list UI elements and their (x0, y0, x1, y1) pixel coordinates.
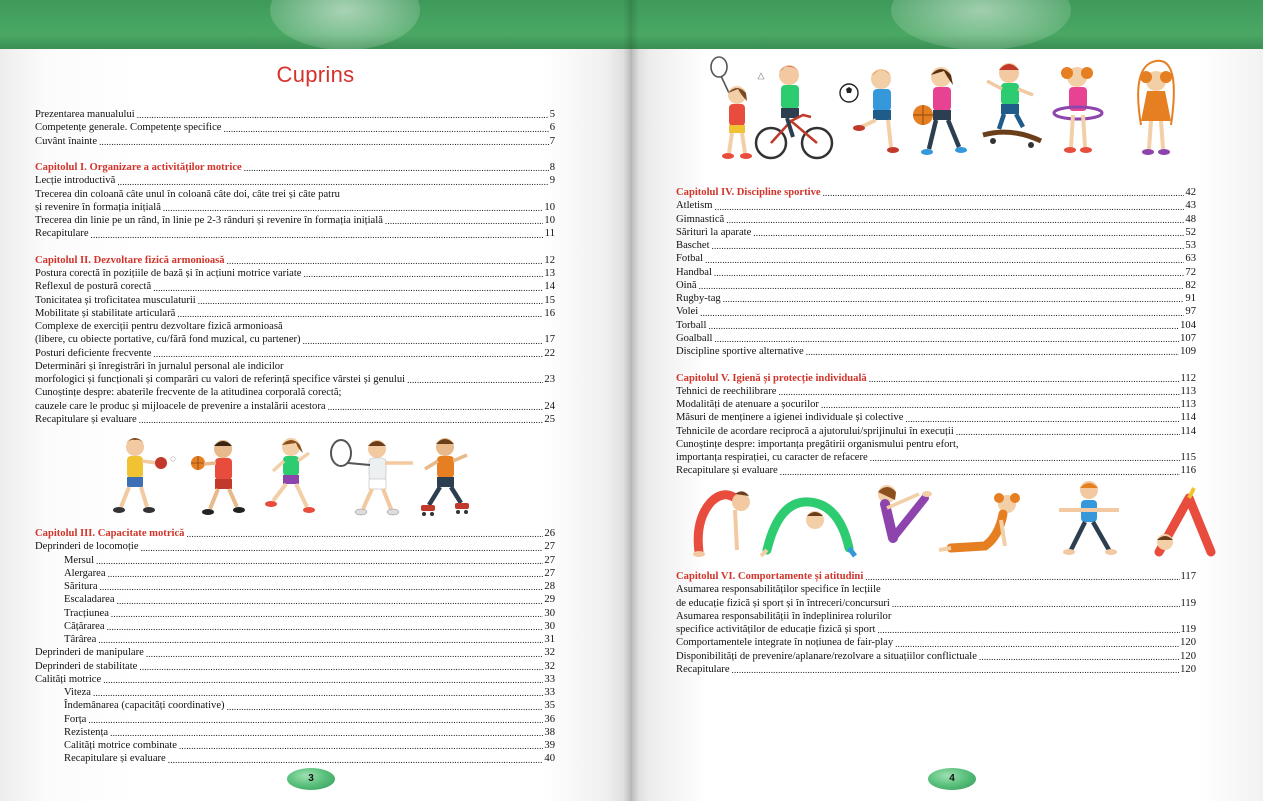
toc-entry-title: Calități motrice combinate (64, 740, 177, 751)
toc-dot-leader (100, 580, 544, 593)
toc-dot-leader (139, 660, 543, 673)
toc-page-number: 115 (1180, 452, 1196, 463)
header-band (0, 0, 631, 49)
toc-dot-leader (227, 254, 544, 267)
toc-entry-title: Competențe generale. Competențe specifice (35, 122, 222, 134)
toc-entry-title: Capitolul VI. Comportamente și atitudini (676, 571, 864, 582)
toc-entry[interactable] (35, 633, 555, 646)
hula-hoop-girl-icon (1054, 67, 1102, 153)
toc-section (676, 570, 1196, 676)
toc-dot-leader (107, 620, 544, 633)
toc-page-number: 38 (544, 726, 555, 738)
sports-kids-illustration (95, 433, 480, 521)
toc-page-number: 24 (544, 400, 555, 412)
toc-entry-title: Deprinderi de locomoție (35, 541, 139, 553)
toc-entry-title: Atletism (676, 200, 713, 212)
toc-entry[interactable] (35, 307, 555, 320)
toc-entry[interactable] (676, 451, 1196, 464)
toc-entry[interactable] (35, 227, 555, 240)
page-title: Cuprins (276, 62, 355, 87)
toc-dot-leader (870, 451, 1180, 464)
cobra-pose-girl-icon (939, 493, 1020, 550)
toc-entry-title: Posturi deficiente frecvente (35, 347, 152, 359)
toc-entry-title: Tehnicile de acordare reciprocă a ajutorului/sprijinului în execuții (676, 425, 954, 437)
toc-entry[interactable] (35, 567, 555, 580)
toc-page-number: 8 (549, 162, 555, 173)
toc-dot-leader (821, 398, 1180, 411)
toc-entry-title: Reflexul de postură corectă (35, 281, 152, 293)
skateboard-boy-icon (983, 63, 1041, 148)
toc-page-number: 120 (1180, 637, 1196, 649)
toc-dot-leader (905, 411, 1179, 424)
toc-entry[interactable] (35, 360, 555, 373)
toc-dot-leader (96, 554, 543, 567)
toc-page-number: 43 (1185, 200, 1196, 212)
toc-entry-title: Capitolul V. Igienă și protecție individuală (676, 372, 867, 384)
toc-page-number: 114 (1180, 425, 1196, 437)
toc-entry[interactable] (35, 713, 555, 726)
toc-entry[interactable] (35, 214, 555, 227)
toc-page-number: 29 (544, 594, 555, 606)
toc-page-number: 82 (1185, 279, 1196, 291)
toc-entry[interactable] (676, 385, 1196, 398)
toc-page-number: 12 (544, 254, 555, 266)
toc-dot-leader (708, 319, 1179, 332)
toc-entry-title: Disponibilități de prevenire/aplanare/rezolvare a situațiilor conflictuale (676, 650, 977, 662)
toc-dot-leader (177, 307, 543, 320)
toc-entry[interactable] (35, 174, 555, 187)
toc-dot-leader (303, 333, 544, 346)
toc-entry[interactable] (676, 199, 1196, 212)
toc-entry[interactable] (676, 398, 1196, 411)
toc-entry[interactable] (676, 583, 1196, 596)
toc-page-number: 16 (544, 307, 555, 319)
toc-entry-title: Fotbal (676, 253, 704, 265)
toc-chapter-entry[interactable] (35, 161, 555, 174)
toc-entry-title: Trecerea din coloană câte unul în coloană câte doi, câte trei și câte patru (35, 188, 340, 200)
toc-entry[interactable] (676, 425, 1196, 438)
toc-entry-title: Deprinderi de manipulare (35, 647, 144, 659)
toc-entry[interactable] (676, 266, 1196, 279)
toc-dot-leader (186, 527, 543, 540)
toc-page-number: 14 (544, 281, 555, 293)
toc-entry-title: și revenire în formația inițială (35, 201, 161, 213)
toc-spacer (35, 148, 555, 161)
toc-entry-title: Postura corectă în pozițiile de bază și în acțiuni motrice variate (35, 268, 302, 279)
toc-chapter-entry[interactable] (676, 186, 1196, 199)
right-page (631, 0, 1263, 801)
toc-page-number: 25 (544, 413, 555, 425)
toc-page-number: 113 (1180, 399, 1196, 410)
toc-entry[interactable] (676, 650, 1196, 663)
toc-page-number: 63 (1185, 253, 1196, 265)
toc-entry[interactable] (35, 540, 555, 553)
toc-entry-title: Handbal (676, 266, 712, 278)
football-kid-icon (840, 69, 899, 153)
toc-entry[interactable] (676, 623, 1196, 636)
toc-entry-title: Calități motrice (35, 673, 102, 685)
warrior-pose-boy-icon (1059, 481, 1119, 555)
toc-entry-title: Tonicitatea și troficitatea musculaturii (35, 294, 196, 306)
toc-entry[interactable] (35, 620, 555, 633)
toc-dot-leader (304, 267, 544, 280)
toc-entry-title: Goalball (676, 332, 713, 344)
toc-entry-title: Alergarea (64, 567, 106, 579)
tennis-kid-icon (331, 440, 413, 515)
toc-entry-title: (libere, cu obiecte portative, cu/fără fond muzical, cu partener) (35, 334, 301, 346)
toc-entry[interactable] (35, 593, 555, 606)
toc-page-number: 35 (544, 700, 555, 712)
wheel-pose-kid-icon (761, 502, 855, 556)
toc-page-number: 116 (1180, 465, 1196, 477)
toc-dot-leader (780, 464, 1180, 477)
toc-entry[interactable] (35, 660, 555, 673)
toc-dot-leader (753, 226, 1184, 239)
toc-entry-title: Recapitulare (35, 228, 89, 240)
toc-spacer (35, 241, 555, 254)
toc-entry-title: Mobilitate și stabilitate articulară (35, 307, 176, 319)
toc-entry-title: Gimnastică (676, 213, 725, 225)
toc-entry[interactable] (676, 610, 1196, 623)
toc-entry-title: Cunoștințe despre: importanța pregătirii organismului pentru efort, (676, 438, 959, 450)
left-page (0, 0, 631, 801)
toc-entry[interactable] (35, 646, 555, 659)
toc-dot-leader (892, 597, 1180, 610)
toc-entry[interactable] (35, 752, 555, 765)
toc-entry-title: Escaladarea (64, 594, 115, 606)
header-band (631, 0, 1263, 49)
toc-entry[interactable] (35, 726, 555, 739)
toc-entry-title: Volei (676, 306, 699, 318)
toc-dot-leader (714, 332, 1179, 345)
toc-entry[interactable] (676, 438, 1196, 451)
toc-page-number: 39 (544, 740, 555, 751)
toc-dot-leader (244, 161, 549, 174)
toc-page-number: 22 (544, 347, 555, 359)
basketball-kid-icon (191, 440, 245, 515)
basketball-girl-icon (913, 67, 967, 155)
toc-dot-leader (179, 739, 543, 752)
toc-entry[interactable] (35, 580, 555, 593)
toc-entry[interactable] (35, 320, 555, 333)
toc-dot-leader (877, 623, 1179, 636)
toc-entry[interactable] (676, 636, 1196, 649)
toc-dot-leader (407, 373, 543, 386)
toc-page-number: 10 (544, 201, 555, 213)
toc-dot-leader (699, 279, 1185, 292)
toc-entry-title: Viteza (64, 687, 92, 698)
toc-page-number: 31 (544, 634, 555, 645)
toc-dot-leader (91, 227, 544, 240)
toc-page-number: 109 (1180, 346, 1196, 357)
toc-entry-title: importanța respirației, cu caracter de refacere (676, 452, 868, 463)
toc-entry[interactable] (35, 201, 555, 214)
toc-page-number: 72 (1185, 266, 1196, 278)
toc-page-number: 52 (1185, 226, 1196, 238)
toc-dot-leader (732, 663, 1180, 676)
toc-page-number: 91 (1185, 293, 1196, 304)
toc-entry-title: Capitolul I. Organizare a activităților motrice (35, 162, 242, 173)
toc-entry[interactable] (676, 319, 1196, 332)
toc-page-number: 119 (1180, 597, 1196, 609)
toc-dot-leader (99, 135, 549, 148)
toc-page-number: 112 (1180, 372, 1196, 384)
toc-entry[interactable] (35, 554, 555, 567)
yoga-kids-illustration (689, 480, 1219, 560)
toc-page-number: 15 (544, 294, 555, 306)
toc-entry-title: Capitolul IV. Discipline sportive (676, 187, 821, 198)
toc-entry-title: Mersul (64, 554, 95, 566)
toc-page-number: 40 (544, 753, 555, 765)
toc-page-number: 53 (1185, 240, 1196, 251)
toc-dot-leader (88, 713, 543, 726)
page-number: 3 (287, 768, 335, 790)
toc-entry[interactable] (676, 279, 1196, 292)
toc-dot-leader (712, 239, 1185, 252)
toc-entry-title: Capitolul II. Dezvoltare fizică armonioasă (35, 254, 225, 266)
toc-entry-title: Tracțiunea (64, 607, 109, 619)
toc-entry-title: Săritura (64, 581, 98, 592)
toc-entry[interactable] (676, 464, 1196, 477)
toc-entry[interactable] (676, 226, 1196, 239)
page-number: 4 (928, 768, 976, 790)
toc-page-number: 113 (1180, 385, 1196, 397)
toc-entry[interactable] (676, 411, 1196, 424)
toc-entry-title: Comportamentele integrate în noțiunea de fair-play (676, 637, 894, 649)
toc-entry[interactable] (35, 135, 555, 148)
toc-chapter-entry[interactable] (676, 570, 1196, 583)
toc-dot-leader (117, 593, 544, 606)
toc-page-number: 27 (544, 554, 555, 566)
toc-spacer (676, 358, 1196, 371)
backbend-boy-icon (693, 491, 750, 557)
toc-page-number: 7 (549, 135, 555, 147)
toc-dot-leader (98, 633, 543, 646)
toc-dot-leader (714, 266, 1185, 279)
toc-dot-leader (956, 425, 1180, 438)
toc-entry[interactable] (676, 332, 1196, 345)
toc-chapter-entry[interactable] (676, 372, 1196, 385)
toc-entry-title: de educație fizică și sport și în întreceri/concursuri (676, 597, 890, 609)
toc-dot-leader (110, 726, 543, 739)
toc-entry[interactable] (35, 400, 555, 413)
toc-page-number: 120 (1180, 650, 1196, 662)
toc-entry[interactable] (676, 252, 1196, 265)
toc-page-number: 104 (1180, 319, 1196, 331)
toc-dot-leader (146, 646, 544, 659)
toc-entry[interactable] (35, 267, 555, 280)
toc-dot-leader (141, 540, 544, 553)
toc-page-number: 5 (549, 109, 555, 120)
toc-entry-title: Recapitulare (676, 663, 730, 675)
toc-entry[interactable] (676, 239, 1196, 252)
roller-skating-kid-icon (421, 438, 469, 516)
toc-entry[interactable] (35, 739, 555, 752)
toc-entry[interactable] (676, 305, 1196, 318)
toc-dot-leader (715, 199, 1185, 212)
toc-page-number: 26 (544, 528, 555, 539)
toc-dot-leader (227, 699, 544, 712)
toc-entry-title: Sărituri la aparate (676, 226, 752, 238)
toc-entry-title: Rugby-tag (676, 293, 721, 304)
toc-dot-leader (726, 213, 1184, 226)
toc-page-number: 23 (544, 374, 555, 385)
toc-page-number: 117 (1180, 571, 1196, 582)
toc-entry[interactable] (676, 345, 1196, 358)
toc-section (35, 108, 555, 426)
toc-dot-leader (723, 292, 1185, 305)
toc-page-number: 6 (549, 122, 555, 134)
toc-page-number: 9 (549, 175, 555, 187)
toc-page-number: 107 (1180, 332, 1196, 344)
toc-entry[interactable] (35, 386, 555, 399)
toc-dot-leader (137, 108, 549, 121)
toc-dot-leader (869, 372, 1180, 385)
toc-dot-leader (153, 347, 543, 360)
toc-entry-title: Baschet (676, 240, 710, 251)
toc-page-number: 27 (544, 541, 555, 553)
toc-dot-leader (700, 305, 1184, 318)
toc-entry-title: Torball (676, 319, 707, 331)
toc-entry[interactable] (676, 213, 1196, 226)
toc-page-number: 33 (544, 673, 555, 685)
jump-rope-girl-icon (1138, 61, 1174, 155)
toc-dot-leader (103, 673, 543, 686)
toc-page-number: 32 (544, 660, 555, 672)
toc-dot-leader (979, 650, 1179, 663)
toc-entry-title: specifice activităților de educație fizică și sport (676, 624, 876, 635)
toc-entry-title: Discipline sportive alternative (676, 346, 804, 357)
toc-dot-leader (385, 214, 543, 227)
toc-entry-title: Recapitulare și evaluare (676, 465, 778, 477)
toc-page-number: 11 (544, 228, 555, 240)
toc-page-number: 32 (544, 647, 555, 659)
toc-page-number: 114 (1180, 412, 1196, 424)
toc-page-number: 30 (544, 620, 555, 632)
toc-dot-leader (806, 345, 1179, 358)
toc-entry[interactable] (35, 413, 555, 426)
toc-entry-title: Prezentarea manualului (35, 109, 135, 120)
toc-dot-leader (224, 121, 549, 134)
toc-entry[interactable] (35, 373, 555, 386)
toc-page-number: 27 (544, 567, 555, 579)
toc-entry-title: Oină (676, 279, 697, 291)
toc-entry-title: Asumarea responsabilității în îndeplinirea rolurilor (676, 610, 892, 622)
toc-dot-leader (705, 252, 1184, 265)
toc-page-number: 30 (544, 607, 555, 619)
toc-entry-title: Recapitulare și evaluare (64, 753, 166, 765)
toc-chapter-entry[interactable] (35, 254, 555, 267)
toc-entry-title: cauzele care le produc și mijloacele de prevenire a instalării acestora (35, 400, 326, 412)
toc-page-number: 97 (1185, 306, 1196, 318)
toc-page-number: 33 (544, 687, 555, 698)
toc-page-number: 13 (544, 268, 555, 279)
toc-page-number: 17 (544, 334, 555, 346)
toc-entry[interactable] (35, 673, 555, 686)
toc-entry[interactable] (35, 121, 555, 134)
toc-dot-leader (163, 201, 544, 214)
toc-entry-title: Îndemânarea (capacități coordinative) (64, 700, 225, 712)
toc-entry[interactable] (35, 607, 555, 620)
toc-entry[interactable] (35, 333, 555, 346)
toc-dot-leader (778, 385, 1179, 398)
toc-dot-leader (117, 174, 548, 187)
toc-page-number: 48 (1185, 213, 1196, 225)
toc-dot-leader (328, 400, 544, 413)
toc-entry-title: Capitolul III. Capacitate motrică (35, 528, 185, 539)
toc-entry[interactable] (35, 699, 555, 712)
toc-entry-title: Forța (64, 713, 87, 725)
toc-page-number: 120 (1180, 663, 1196, 675)
toc-entry[interactable] (35, 108, 555, 121)
toc-dot-leader (93, 686, 543, 699)
toc-page-number: 36 (544, 713, 555, 725)
toc-chapter-entry[interactable] (35, 527, 555, 540)
toc-entry[interactable] (35, 294, 555, 307)
toc-entry[interactable] (35, 347, 555, 360)
toc-dot-leader (865, 570, 1179, 583)
sports-kids-top-illustration (701, 55, 1201, 167)
toc-entry[interactable] (35, 686, 555, 699)
toc-section (35, 527, 555, 766)
toc-dot-leader (111, 607, 543, 620)
toc-entry-title: morfologici și funcționali și comparări cu valori de referință specifice vârstei și genului (35, 374, 406, 385)
toc-entry-title: Trecerea din linie pe un rând, în linie pe 2-3 rânduri și revenire în formația inițială (35, 215, 383, 226)
toc-entry[interactable] (35, 280, 555, 293)
table-tennis-kid-icon (113, 438, 175, 513)
toc-dot-leader (168, 752, 544, 765)
toc-entry-title: Modalități de atenuare a șocurilor (676, 399, 819, 410)
toc-entry[interactable] (676, 663, 1196, 676)
toc-entry[interactable] (35, 188, 555, 201)
toc-dot-leader (153, 280, 543, 293)
downward-dog-girl-icon (1157, 488, 1211, 552)
toc-page-number: 119 (1180, 624, 1196, 635)
toc-entry-title: Complexe de exerciții pentru dezvoltare fizică armonioasă (35, 321, 283, 332)
toc-entry-title: Cunoștințe despre: abaterile frecvente de la atitudinea corporală corectă; (35, 387, 342, 399)
toc-entry-title: Determinări și înregistrări în jurnalul personal ale indicilor (35, 360, 284, 372)
toc-entry-title: Tehnici de reechilibrare (676, 385, 777, 397)
toc-entry[interactable] (676, 292, 1196, 305)
toc-page-number: 42 (1185, 187, 1196, 198)
toc-page-number: 28 (544, 581, 555, 592)
cycling-boy-icon (756, 65, 832, 158)
toc-dot-leader (895, 636, 1179, 649)
toc-section (676, 186, 1196, 478)
toc-entry-title: Rezistența (64, 726, 109, 738)
toc-dot-leader (139, 413, 544, 426)
toc-entry-title: Târârea (64, 634, 97, 645)
toc-entry-title: Măsuri de menținere a igienei individuale și colective (676, 412, 904, 424)
toc-dot-leader (823, 186, 1185, 199)
running-girl-icon (265, 438, 315, 513)
boat-pose-girl-icon (878, 485, 932, 538)
toc-entry-title: Cățărarea (64, 620, 105, 632)
toc-entry-title: Recapitulare și evaluare (35, 413, 137, 425)
toc-entry-title: Lecție introductivă (35, 175, 116, 187)
toc-dot-leader (108, 567, 544, 580)
toc-entry-title: Cuvânt înainte (35, 135, 98, 147)
toc-entry-title: Deprinderi de stabilitate (35, 660, 138, 672)
toc-entry-title: Asumarea responsabilităților specifice în lecțiile (676, 584, 881, 596)
toc-page-number: 10 (544, 215, 555, 226)
toc-entry[interactable] (676, 597, 1196, 610)
toc-dot-leader (198, 294, 544, 307)
